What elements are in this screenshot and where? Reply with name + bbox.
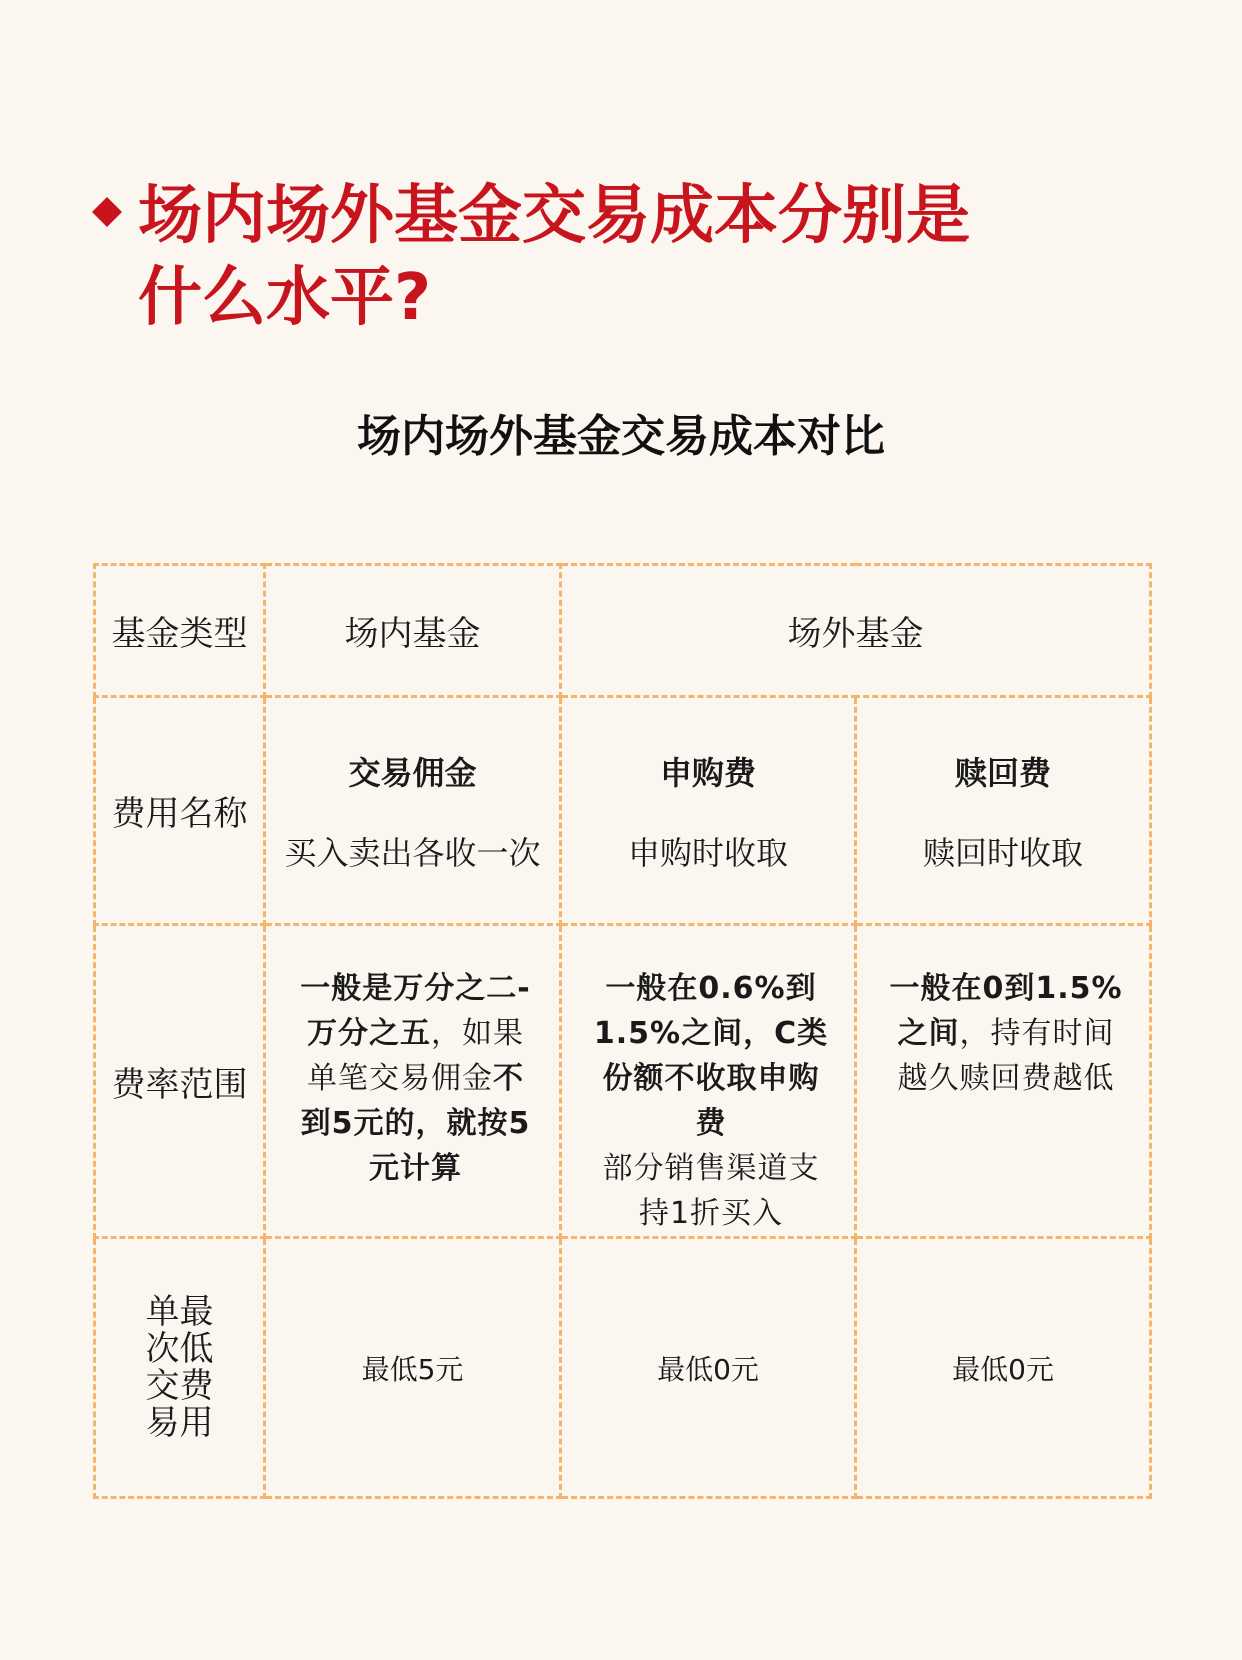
row-label-fund-type: 基金类型 — [95, 565, 265, 697]
fee-name-redemption: 赎回费 — [954, 753, 1051, 792]
label-char: 低 — [179, 1328, 214, 1369]
headline-line-1: 场内场外基金交易成本分别是 — [138, 179, 970, 253]
min-fee-subscription: 最低0元 — [561, 1238, 856, 1498]
rate-redemption-normal: ，持有时间越久赎回费越低 — [897, 1016, 1115, 1096]
table-row-fee-name — [95, 697, 1151, 925]
cost-comparison-table — [93, 563, 1152, 1499]
fee-desc-commission: 买入卖出各收一次 — [284, 833, 541, 872]
rate-redemption — [856, 925, 1151, 1238]
fee-name-commission: 交易佣金 — [348, 753, 477, 792]
rate-redemption-bold: 一般在0到1.5%之间 — [889, 971, 1123, 1051]
row-label-min-fee — [95, 1238, 265, 1498]
table-row-min-fee — [95, 1238, 1151, 1498]
min-fee-vertical-label — [145, 1291, 214, 1443]
row-label-rate-range: 费率范围 — [95, 925, 265, 1238]
fee-name-subscription: 申购费 — [659, 753, 756, 792]
rate-commission-bold-2: 不到5元的，就按5元计算 — [300, 1061, 531, 1186]
header-offsite-fund: 场外基金 — [561, 565, 1151, 697]
label-char: 易 — [145, 1402, 180, 1443]
diamond-icon — [92, 197, 122, 227]
rate-commission — [265, 925, 561, 1238]
table-row-rate-range — [95, 925, 1151, 1238]
min-fee-label-col-2 — [179, 1291, 214, 1443]
cell-commission-name — [265, 697, 561, 925]
row-label-fee-name: 费用名称 — [95, 697, 265, 925]
rate-commission-normal: ，如果单笔交易佣金 — [307, 1016, 524, 1096]
label-char: 用 — [179, 1402, 214, 1443]
label-char: 最 — [179, 1291, 214, 1332]
fee-desc-redemption: 赎回时收取 — [922, 833, 1083, 872]
min-fee-label-col-1 — [145, 1291, 180, 1443]
headline — [92, 175, 1152, 339]
rate-subscription-bold: 一般在0.6%到1.5%之间，C类份额不收取申购费 — [593, 971, 829, 1141]
header-onsite-fund: 场内基金 — [265, 565, 561, 697]
cell-subscription-name — [561, 697, 856, 925]
cell-redemption-name — [856, 697, 1151, 925]
table-row-fund-type — [95, 565, 1151, 697]
min-fee-redemption: 最低0元 — [856, 1238, 1151, 1498]
table-title: 场内场外基金交易成本对比 — [357, 411, 885, 462]
headline-line-2: 什么水平? — [138, 261, 432, 335]
rate-subscription-normal: 部分销售渠道支持1折买入 — [602, 1151, 820, 1231]
label-char: 费 — [179, 1365, 214, 1406]
label-char: 交 — [145, 1365, 180, 1406]
min-fee-commission: 最低5元 — [265, 1238, 561, 1498]
rate-subscription — [561, 925, 856, 1238]
label-char: 单 — [145, 1291, 180, 1332]
fee-desc-subscription: 申购时收取 — [627, 833, 788, 872]
rate-commission-bold-1: 一般是万分之二-万分之五 — [300, 971, 531, 1051]
label-char: 次 — [145, 1328, 180, 1369]
